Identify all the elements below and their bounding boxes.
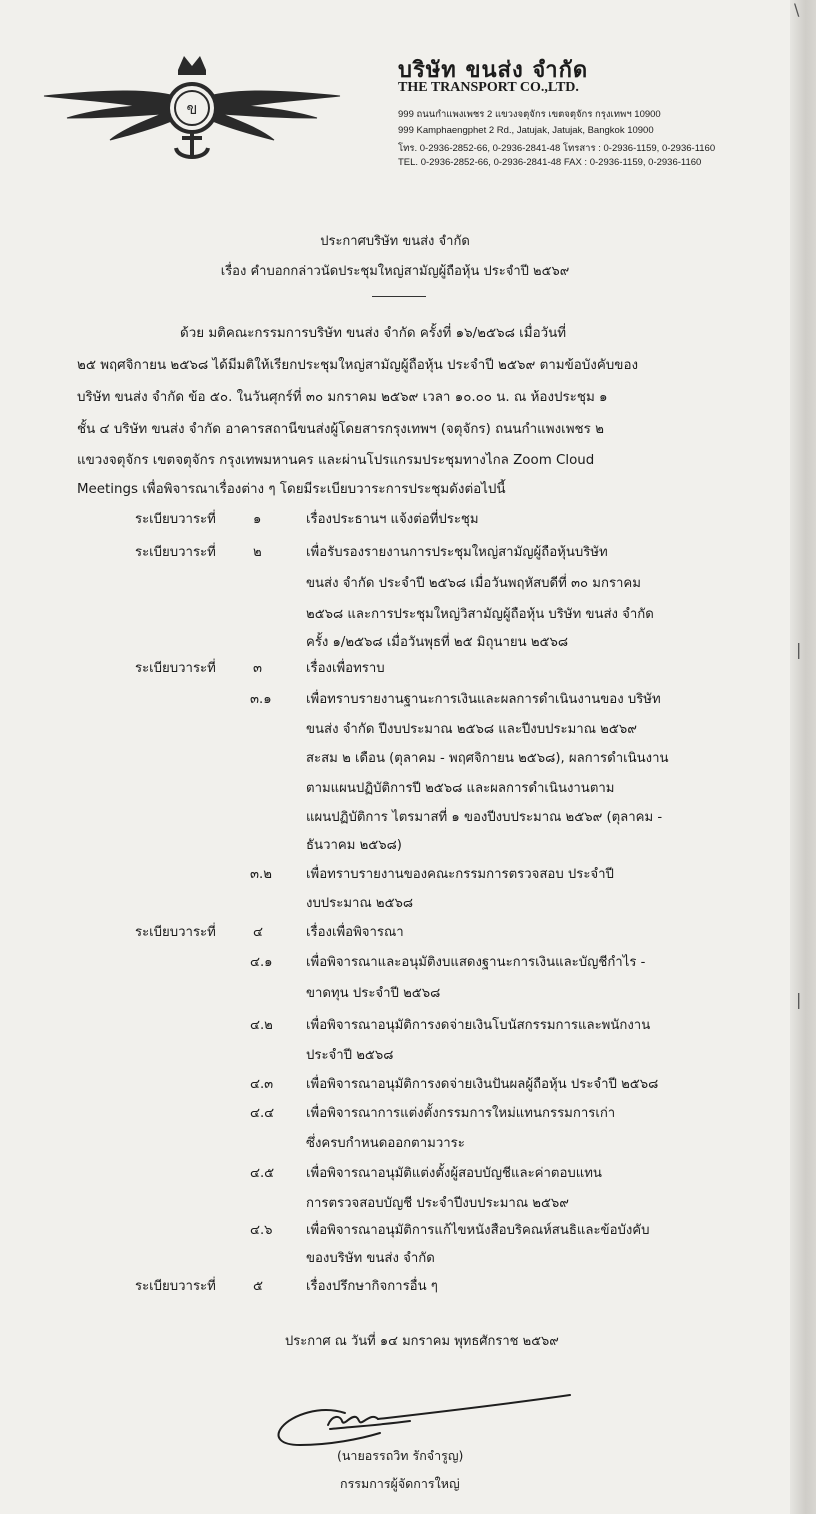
edge-mark: \ bbox=[794, 0, 800, 19]
subitem-text: เพื่อพิจารณาอนุมัติแต่งตั้งผู้สอบบัญชีและค่าตอบแทน bbox=[306, 1166, 602, 1181]
agenda-number: ๑ bbox=[253, 512, 262, 527]
intro-line: ชั้น ๔ บริษัท ขนส่ง จำกัด อาคารสถานีขนส่งผู้โดยสารกรุงเทพฯ (จตุจักร) ถนนกำแพงเพชร ๒ bbox=[77, 422, 604, 437]
agenda-item-text: เรื่องเพื่อทราบ bbox=[306, 661, 385, 676]
agenda-label: ระเบียบวาระที่ bbox=[135, 925, 216, 940]
edge-mark: | bbox=[796, 640, 802, 659]
agenda-number: ๓ bbox=[253, 661, 263, 676]
announcement-date: ประกาศ ณ วันที่ ๑๔ มกราคม พุทธศักราช ๒๕๖๙ bbox=[285, 1334, 559, 1349]
address-en: 999 Kamphaengphet 2 Rd., Jatujak, Jatujak, Bangkok 10900 bbox=[398, 125, 654, 136]
intro-line: บริษัท ขนส่ง จำกัด ข้อ ๕๐. ในวันศุกร์ที่ ๓๐ มกราคม ๒๕๖๙ เวลา ๑๐.๐๐ น. ณ ห้องประชุม ๑ bbox=[77, 390, 608, 405]
agenda-number: ๕ bbox=[253, 1279, 263, 1294]
subitem-text: เพื่อพิจารณาอนุมัติการงดจ่ายเงินโบนัสกรรมการและพนักงาน bbox=[306, 1018, 651, 1033]
subitem-text: เพื่อพิจารณาและอนุมัติงบแสดงฐานะการเงินและบัญชีกำไร - bbox=[306, 955, 646, 970]
agenda-number: ๒ bbox=[253, 545, 262, 560]
agenda-item-text: เรื่องเพื่อพิจารณา bbox=[306, 925, 404, 940]
subitem-text: เพื่อพิจารณาการแต่งตั้งกรรมการใหม่แทนกรรมการเก่า bbox=[306, 1106, 616, 1121]
agenda-item-text: ขนส่ง จำกัด ประจำปี ๒๕๖๘ เมื่อวันพฤหัสบดีที่ ๓๐ มกราคม bbox=[306, 576, 641, 591]
subitem-number: ๓.๑ bbox=[250, 692, 272, 707]
phone-th: โทร. 0-2936-2852-66, 0-2936-2841-48 โทรสาร : 0-2936-1159, 0-2936-1160 bbox=[398, 143, 716, 154]
page-edge bbox=[790, 0, 816, 1514]
svg-text:ข: ข bbox=[186, 99, 198, 118]
subitem-text: ขนส่ง จำกัด ปีงบประมาณ ๒๕๖๘ และปีงบประมาณ ๒๕๖๙ bbox=[306, 722, 637, 737]
subitem-number: ๔.๑ bbox=[250, 955, 273, 970]
subitem-text: ตามแผนปฏิบัติการปี ๒๕๖๘ และผลการดำเนินงานตาม bbox=[306, 781, 615, 796]
agenda-number: ๔ bbox=[253, 925, 263, 940]
subitem-text: สะสม ๒ เดือน (ตุลาคม - พฤศจิกายน ๒๕๖๘), ผลการดำเนินงาน bbox=[306, 751, 669, 766]
agenda-label: ระเบียบวาระที่ bbox=[135, 512, 216, 527]
address-th: 999 ถนนกำแพงเพชร 2 แขวงจตุจักร เขตจตุจักร กรุงเทพฯ 10900 bbox=[398, 109, 661, 120]
phone-en: TEL. 0-2936-2852-66, 0-2936-2841-48 FAX : 0-2936-1159, 0-2936-1160 bbox=[398, 157, 702, 168]
edge-mark: | bbox=[796, 990, 802, 1009]
subitem-text: ซึ่งครบกำหนดออกตามวาระ bbox=[306, 1136, 465, 1151]
subitem-number: ๓.๒ bbox=[250, 867, 272, 882]
subitem-number: ๔.๔ bbox=[250, 1106, 275, 1121]
agenda-label: ระเบียบวาระที่ bbox=[135, 545, 216, 560]
signer-title: กรรมการผู้จัดการใหญ่ bbox=[340, 1476, 460, 1491]
subitem-text: การตรวจสอบบัญชี ประจำปีงบประมาณ ๒๕๖๙ bbox=[306, 1196, 569, 1211]
agenda-item-text: เพื่อรับรองรายงานการประชุมใหญ่สามัญผู้ถือหุ้นบริษัท bbox=[306, 545, 608, 560]
subitem-text: ขาดทุน ประจำปี ๒๕๖๘ bbox=[306, 986, 441, 1001]
subitem-text: เพื่อพิจารณาอนุมัติการแก้ไขหนังสือบริคณห์สนธิและข้อบังคับ bbox=[306, 1223, 650, 1238]
subitem-text: ประจำปี ๒๕๖๘ bbox=[306, 1048, 394, 1063]
agenda-item-text: เรื่องปรึกษากิจการอื่น ๆ bbox=[306, 1279, 438, 1294]
subitem-text: ธันวาคม ๒๕๖๘) bbox=[306, 838, 402, 853]
subitem-text: เพื่อทราบรายงานฐานะการเงินและผลการดำเนินงานของ บริษัท bbox=[306, 692, 661, 707]
subitem-text: งบประมาณ ๒๕๖๘ bbox=[306, 896, 414, 911]
title-rule bbox=[372, 296, 426, 297]
signer-name: (นายอรรถวิท รักจำรูญ) bbox=[337, 1448, 464, 1463]
agenda-label: ระเบียบวาระที่ bbox=[135, 661, 216, 676]
agenda-item-text: ๒๕๖๘ และการประชุมใหญ่วิสามัญผู้ถือหุ้น บริษัท ขนส่ง จำกัด bbox=[306, 607, 654, 622]
subitem-number: ๔.๕ bbox=[250, 1166, 275, 1181]
subitem-number: ๔.๖ bbox=[250, 1223, 273, 1238]
subitem-text: เพื่อทราบรายงานของคณะกรรมการตรวจสอบ ประจำปี bbox=[306, 867, 614, 882]
subitem-text: ของบริษัท ขนส่ง จำกัด bbox=[306, 1251, 435, 1266]
announcement-subject: เรื่อง คำบอกกล่าวนัดประชุมใหญ่สามัญผู้ถือหุ้น ประจำปี ๒๕๖๙ bbox=[220, 264, 570, 279]
subitem-text: เพื่อพิจารณาอนุมัติการงดจ่ายเงินปันผลผู้ถือหุ้น ประจำปี ๒๕๖๘ bbox=[306, 1077, 659, 1092]
intro-line: Meetings เพื่อพิจารณาเรื่องต่าง ๆ โดยมีระเบียบวาระการประชุมดังต่อไปนี้ bbox=[77, 482, 506, 497]
company-name-en: THE TRANSPORT CO.,LTD. bbox=[398, 80, 579, 95]
agenda-item-text: เรื่องประธานฯ แจ้งต่อที่ประชุม bbox=[306, 512, 479, 527]
company-name-th: บริษัท ขนส่ง จำกัด bbox=[398, 58, 589, 83]
intro-line: ๒๕ พฤศจิกายน ๒๕๖๘ ได้มีมติให้เรียกประชุมใหญ่สามัญผู้ถือหุ้น ประจำปี ๒๕๖๙ ตามข้อบังคับของ bbox=[77, 358, 639, 373]
agenda-item-text: ครั้ง ๑/๒๕๖๘ เมื่อวันพุธที่ ๒๕ มิถุนายน ๒๕๖๘ bbox=[306, 635, 569, 650]
intro-line: ด้วย มติคณะกรรมการบริษัท ขนส่ง จำกัด ครั้งที่ ๑๖/๒๕๖๘ เมื่อวันที่ bbox=[180, 326, 567, 341]
subitem-text: แผนปฏิบัติการ ไตรมาสที่ ๑ ของปีงบประมาณ ๒๕๖๙ (ตุลาคม - bbox=[306, 810, 663, 825]
agenda-label: ระเบียบวาระที่ bbox=[135, 1279, 216, 1294]
subitem-number: ๔.๒ bbox=[250, 1018, 273, 1033]
announcement-title: ประกาศบริษัท ขนส่ง จำกัด bbox=[320, 234, 470, 249]
winged-anchor-emblem-icon bbox=[42, 48, 342, 168]
intro-line: แขวงจตุจักร เขตจตุจักร กรุงเทพมหานคร และผ่านโปรแกรมประชุมทางไกล Zoom Cloud bbox=[77, 453, 595, 468]
subitem-number: ๔.๓ bbox=[250, 1077, 274, 1092]
